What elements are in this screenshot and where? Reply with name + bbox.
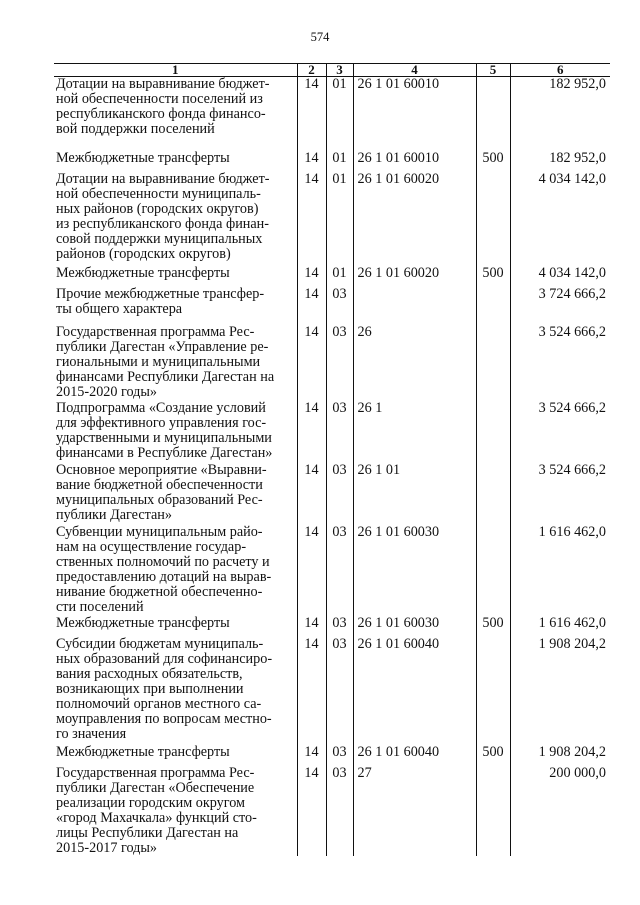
row-name-line: муниципальных образований Рес- <box>56 491 263 508</box>
cell-col-3: 01 <box>326 77 353 151</box>
page-number: 574 <box>310 30 330 44</box>
row-name-line: финансами в Республике Дагестан» <box>56 444 273 461</box>
cell-col-6: 200 000,0 <box>510 766 610 856</box>
row-name-line: Прочие межбюджетные трансфер- <box>56 285 265 302</box>
cell-col-3: 03 <box>326 325 353 401</box>
cell-col-3: 03 <box>326 637 353 745</box>
cell-col-2: 14 <box>297 401 326 463</box>
row-name-cell <box>54 616 297 637</box>
cell-col-5 <box>476 766 510 856</box>
cell-col-4 <box>353 287 476 325</box>
row-name-line: нивание бюджетной обеспеченно- <box>56 583 263 600</box>
row-name-cell <box>54 266 297 287</box>
cell-col-2: 14 <box>297 463 326 525</box>
cell-col-6: 4 034 142,0 <box>510 266 610 287</box>
row-name-line: вания расходных обязательств, <box>56 665 243 682</box>
cell-col-6: 3 524 666,2 <box>510 325 610 401</box>
row-name-line: для эффективного управления гос- <box>56 414 267 431</box>
cell-col-6: 1 616 462,0 <box>510 525 610 616</box>
row-name-cell <box>54 151 297 172</box>
row-name-line: республиканского фонда финансо- <box>56 106 266 122</box>
row-name-line: возникающих при выполнении <box>56 680 244 697</box>
cell-col-4: 26 1 01 60040 <box>353 637 476 745</box>
cell-col-2: 14 <box>297 266 326 287</box>
cell-col-6: 1 616 462,0 <box>510 616 610 637</box>
row-name-line: моуправления по вопросам местно- <box>56 710 272 727</box>
row-name-cell <box>54 745 297 766</box>
row-name-cell <box>54 325 297 401</box>
row-name-cell <box>54 172 297 266</box>
cell-col-4: 26 1 <box>353 401 476 463</box>
cell-col-5: 500 <box>476 616 510 637</box>
cell-col-5: 500 <box>476 266 510 287</box>
row-name-cell <box>54 401 297 463</box>
table-row <box>54 401 610 463</box>
cell-col-5 <box>476 77 510 151</box>
cell-col-3: 01 <box>326 172 353 266</box>
header-col-6: 6 <box>510 64 610 77</box>
cell-col-4: 26 1 01 <box>353 463 476 525</box>
cell-col-3: 03 <box>326 616 353 637</box>
row-name-line: гиональными и муниципальными <box>56 353 261 370</box>
table-row <box>54 77 610 151</box>
row-name-line: публики Дагестан» <box>56 506 172 523</box>
cell-col-2: 14 <box>297 745 326 766</box>
row-name-cell <box>54 766 297 856</box>
row-name-line: предоставлению дотаций на вырав- <box>56 568 272 585</box>
cell-col-4: 26 1 01 60010 <box>353 77 476 151</box>
cell-col-6: 3 524 666,2 <box>510 463 610 525</box>
row-name-line: Межбюджетные трансферты <box>56 149 230 166</box>
row-name-line: вой поддержки поселений <box>56 121 215 137</box>
cell-col-4: 26 1 01 60010 <box>353 151 476 172</box>
cell-col-5 <box>476 463 510 525</box>
table-row <box>54 766 610 856</box>
row-name-line: ной обеспеченности муниципаль- <box>56 185 261 202</box>
cell-col-5 <box>476 325 510 401</box>
row-name-line: реализации городским округом <box>56 794 246 811</box>
header-col-4: 4 <box>353 64 476 77</box>
table-row <box>54 525 610 616</box>
row-name-line: Дотации на выравнивание бюджет- <box>56 76 270 92</box>
cell-col-6: 4 034 142,0 <box>510 172 610 266</box>
row-name-line: публики Дагестан «Обеспечение <box>56 779 255 796</box>
cell-col-4: 26 1 01 60020 <box>353 266 476 287</box>
row-name-line: районов (городских округов) <box>56 245 231 262</box>
cell-col-5: 500 <box>476 151 510 172</box>
cell-col-2: 14 <box>297 525 326 616</box>
header-col-2: 2 <box>297 64 326 77</box>
cell-col-5 <box>476 287 510 325</box>
row-name-line: Дотации на выравнивание бюджет- <box>56 170 270 187</box>
table-row <box>54 172 610 266</box>
cell-col-3: 01 <box>326 151 353 172</box>
row-name-line: Подпрограмма «Создание условий <box>56 399 266 416</box>
row-name-line: Субвенции муниципальным райо- <box>56 523 263 540</box>
cell-col-3: 03 <box>326 287 353 325</box>
row-name-line: ты общего характера <box>56 300 183 317</box>
cell-col-5 <box>476 172 510 266</box>
row-name-line: го значения <box>56 725 127 742</box>
cell-col-6: 3 524 666,2 <box>510 401 610 463</box>
cell-col-2: 14 <box>297 151 326 172</box>
row-name-line: публики Дагестан «Управление ре- <box>56 338 269 355</box>
cell-col-2: 14 <box>297 766 326 856</box>
cell-col-3: 03 <box>326 766 353 856</box>
cell-col-6: 182 952,0 <box>510 151 610 172</box>
row-name-line: из республиканского фонда финан- <box>56 215 269 232</box>
cell-col-2: 14 <box>297 637 326 745</box>
cell-col-2: 14 <box>297 77 326 151</box>
row-name-line: ных районов (городских округов) <box>56 200 259 217</box>
table-body <box>54 77 610 856</box>
row-name-line: ной обеспеченности поселений из <box>56 91 263 107</box>
cell-col-2: 14 <box>297 287 326 325</box>
row-name-line: вание бюджетной обеспеченности <box>56 476 263 493</box>
row-name-cell <box>54 77 297 151</box>
cell-col-2: 14 <box>297 172 326 266</box>
row-name-cell <box>54 525 297 616</box>
row-name-line: ственных полномочий по расчету и <box>56 553 270 570</box>
row-name-line: Межбюджетные трансферты <box>56 614 230 631</box>
cell-col-4: 26 1 01 60020 <box>353 172 476 266</box>
cell-col-4: 27 <box>353 766 476 856</box>
table-row <box>54 151 610 172</box>
row-name-line: финансами Республики Дагестан на <box>56 368 275 385</box>
cell-col-4: 26 <box>353 325 476 401</box>
row-name-line: Основное мероприятие «Выравни- <box>56 461 267 478</box>
cell-col-6: 1 908 204,2 <box>510 637 610 745</box>
row-name-line: ных образований для софинансиро- <box>56 650 273 667</box>
cell-col-5: 500 <box>476 745 510 766</box>
cell-col-3: 01 <box>326 266 353 287</box>
row-name-line: совой поддержки муниципальных <box>56 230 263 247</box>
cell-col-6: 3 724 666,2 <box>510 287 610 325</box>
cell-col-5 <box>476 525 510 616</box>
row-name-line: ударственными и муниципальными <box>56 429 272 446</box>
cell-col-4: 26 1 01 60030 <box>353 616 476 637</box>
row-name-line: «город Махачкала» функций сто- <box>56 809 257 826</box>
cell-col-3: 03 <box>326 525 353 616</box>
header-col-1: 1 <box>54 64 297 77</box>
header-col-3: 3 <box>326 64 353 77</box>
budget-table <box>54 63 610 856</box>
cell-col-3: 03 <box>326 401 353 463</box>
table-row <box>54 745 610 766</box>
row-name-line: нам на осуществление государ- <box>56 538 247 555</box>
row-name-line: Субсидии бюджетам муниципаль- <box>56 635 264 652</box>
header-col-5: 5 <box>476 64 510 77</box>
cell-col-6: 182 952,0 <box>510 77 610 151</box>
cell-col-4: 26 1 01 60040 <box>353 745 476 766</box>
table-row <box>54 616 610 637</box>
row-name-line: Государственная программа Рес- <box>56 323 255 340</box>
row-name-line: 2015-2017 годы» <box>56 839 158 856</box>
row-name-cell <box>54 287 297 325</box>
table-header-row <box>54 64 610 77</box>
row-name-line: Межбюджетные трансферты <box>56 743 230 760</box>
table-row <box>54 287 610 325</box>
table-row <box>54 325 610 401</box>
row-name-line: Межбюджетные трансферты <box>56 264 230 281</box>
table-row <box>54 266 610 287</box>
cell-col-6: 1 908 204,2 <box>510 745 610 766</box>
cell-col-3: 03 <box>326 463 353 525</box>
row-name-cell <box>54 637 297 745</box>
row-name-line: 2015-2020 годы» <box>56 383 158 400</box>
table-row <box>54 463 610 525</box>
cell-col-2: 14 <box>297 616 326 637</box>
cell-col-5 <box>476 637 510 745</box>
cell-col-4: 26 1 01 60030 <box>353 525 476 616</box>
row-name-line: лицы Республики Дагестан на <box>56 824 239 841</box>
table-row <box>54 637 610 745</box>
cell-col-5 <box>476 401 510 463</box>
row-name-line: сти поселений <box>56 598 144 615</box>
cell-col-2: 14 <box>297 325 326 401</box>
row-name-line: Государственная программа Рес- <box>56 764 255 781</box>
row-name-line: полномочий органов местного са- <box>56 695 262 712</box>
cell-col-3: 03 <box>326 745 353 766</box>
row-name-cell <box>54 463 297 525</box>
